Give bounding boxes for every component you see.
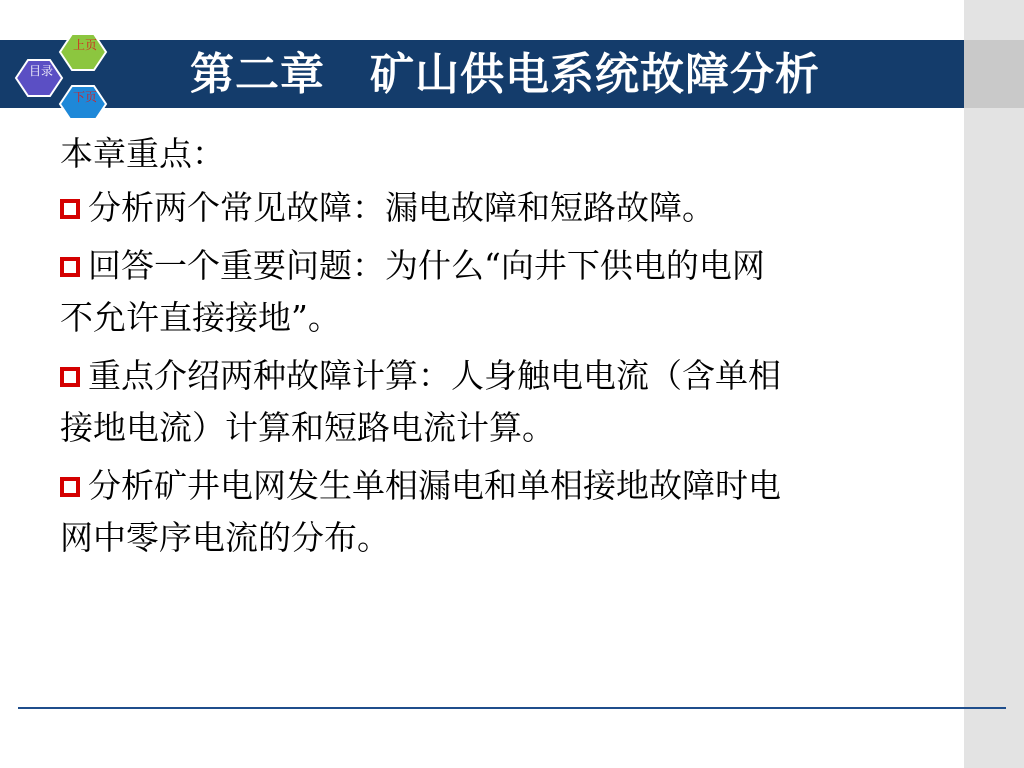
bottom-divider [18, 707, 1006, 709]
bullet-item-4 [60, 460, 940, 564]
square-bullet-icon [60, 367, 80, 387]
section-heading: 本章重点： [60, 134, 225, 173]
next-page-button[interactable]: 下页 [72, 90, 97, 104]
navigation-hexagons [14, 26, 120, 118]
bullet-text-line2: 接地电流）计算和短路电流计算。 [60, 408, 555, 447]
bullet-item-2 [60, 240, 940, 344]
right-side-panel [964, 0, 1024, 768]
prev-page-button[interactable]: 上页 [72, 38, 97, 52]
bullet-text-line2: 网中零序电流的分布。 [60, 518, 390, 557]
bullet-text-line2: 不允许直接接地”。 [60, 298, 341, 337]
right-side-panel-band [964, 40, 1024, 108]
bullet-item-1 [60, 182, 940, 234]
square-bullet-icon [60, 257, 80, 277]
bullet-item-3 [60, 350, 940, 454]
square-bullet-icon [60, 199, 80, 219]
table-of-contents-button[interactable]: 目录 [28, 64, 53, 78]
page-title: 第二章 矿山供电系统故障分析 [190, 49, 820, 100]
bullet-text-line1: 分析矿井电网发生单相漏电和单相接地故障时电 [88, 466, 781, 505]
content-body [60, 128, 940, 570]
bullet-text-line1: 分析两个常见故障：漏电故障和短路故障。 [88, 188, 715, 227]
bullet-text-line1: 重点介绍两种故障计算：人身触电电流（含单相 [88, 356, 781, 395]
bullet-text-line1: 回答一个重要问题：为什么“向井下供电的电网 [88, 246, 765, 285]
square-bullet-icon [60, 477, 80, 497]
